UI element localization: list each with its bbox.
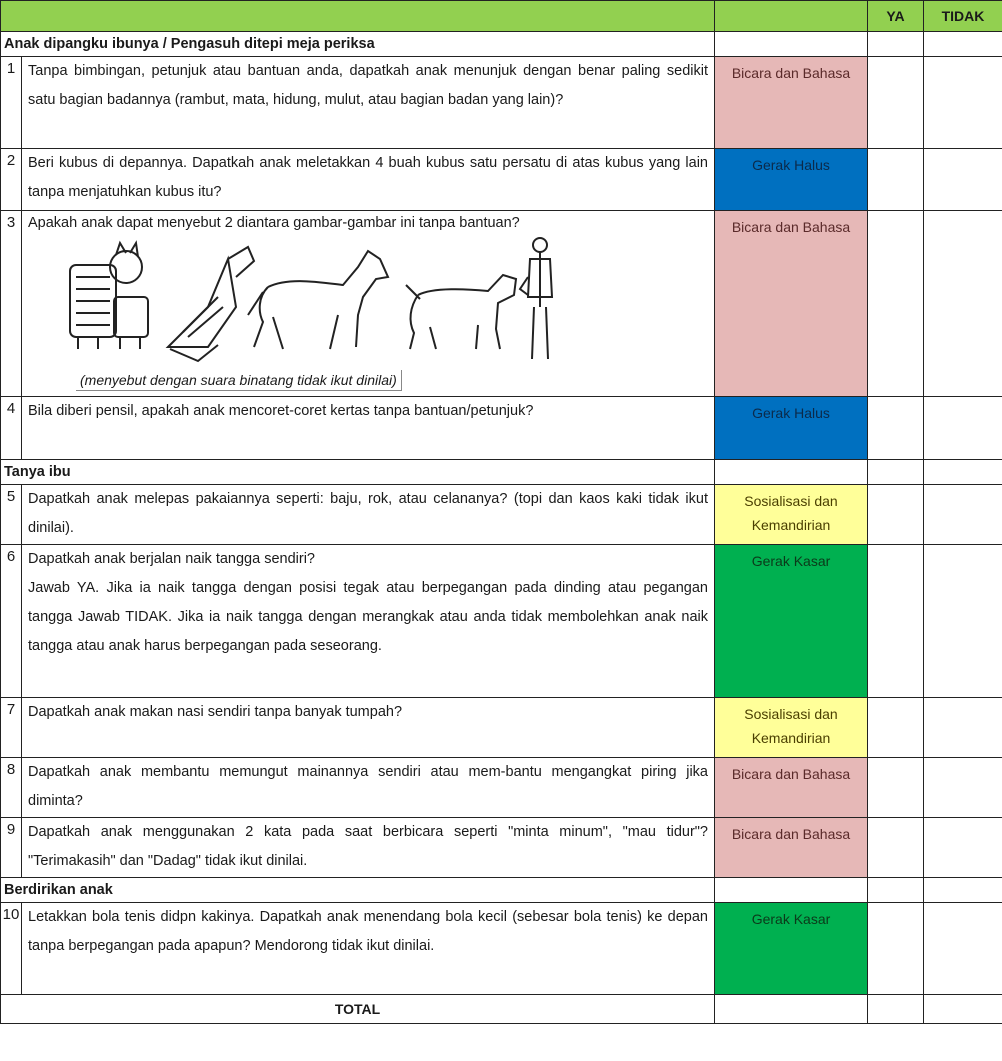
answer-tidak-cell[interactable] bbox=[924, 545, 1002, 698]
category-cell: Gerak Halus bbox=[715, 397, 868, 460]
bird-picture bbox=[168, 247, 254, 361]
answer-tidak-cell[interactable] bbox=[924, 903, 1002, 995]
question-number: 3 bbox=[1, 211, 22, 397]
answer-ya-cell[interactable] bbox=[868, 57, 924, 149]
question-text: Dapatkah anak menggunakan 2 kata pada saat berbicara seperti "minta minum", "mau tidur"? "Terimakasih" dan "Dadag" tidak ikut dinilai. bbox=[22, 818, 715, 878]
header-blank bbox=[1, 1, 715, 32]
header-category-blank bbox=[715, 1, 868, 32]
header-ya: YA bbox=[868, 1, 924, 32]
question-row bbox=[1, 485, 1002, 545]
question-text: Beri kubus di depannya. Dapatkah anak meletakkan 4 buah kubus satu persatu di atas kubus yang lain tanpa menjatuhkan kubus itu? bbox=[22, 149, 715, 211]
question-number: 1 bbox=[1, 57, 22, 149]
total-tidak-cell[interactable] bbox=[924, 995, 1002, 1024]
section-title: Anak dipangku ibunya / Pengasuh ditepi meja periksa bbox=[1, 32, 715, 57]
question-text: Tanpa bimbingan, petunjuk atau bantuan anda, dapatkah anak menunjuk dengan benar paling sedikit satu bagian badannya (rambut, mata, hidung, mulut, atau bagian badan yang lain)? bbox=[22, 57, 715, 149]
total-label: TOTAL bbox=[1, 995, 715, 1024]
answer-tidak-cell[interactable] bbox=[924, 149, 1002, 211]
section-row bbox=[1, 460, 1002, 485]
category-cell: Bicara dan Bahasa bbox=[715, 57, 868, 149]
category-cell: Sosialisasi dan Kemandirian bbox=[715, 485, 868, 545]
question-row bbox=[1, 818, 1002, 878]
answer-tidak-cell[interactable] bbox=[924, 57, 1002, 149]
question-text: Letakkan bola tenis didpn kakinya. Dapatkah anak menendang bola kecil (sebesar bola tenis) ke depan tanpa berpegangan pada apapun? Mendorong tidak ikut dinilai. bbox=[22, 903, 715, 995]
question-text: Apakah anak dapat menyebut 2 diantara gambar-gambar ini tanpa bantuan? (menyebut dengan suara binatang tidak ikut dinilai) bbox=[22, 211, 715, 397]
question-number: 5 bbox=[1, 485, 22, 545]
answer-tidak-cell[interactable] bbox=[924, 698, 1002, 758]
answer-ya-cell[interactable] bbox=[868, 211, 924, 397]
question-number: 6 bbox=[1, 545, 22, 698]
question-row bbox=[1, 903, 1002, 995]
question-number: 2 bbox=[1, 149, 22, 211]
answer-ya-cell[interactable] bbox=[868, 758, 924, 818]
answer-ya-cell[interactable] bbox=[868, 149, 924, 211]
section-title: Tanya ibu bbox=[1, 460, 715, 485]
answer-ya-cell[interactable] bbox=[868, 903, 924, 995]
question-number: 7 bbox=[1, 698, 22, 758]
answer-ya-cell[interactable] bbox=[868, 818, 924, 878]
answer-tidak-cell[interactable] bbox=[924, 485, 1002, 545]
question-text: Dapatkah anak berjalan naik tangga sendiri? Jawab YA. Jika ia naik tangga dengan posisi tegak atau berpegangan pada dinding atau pegangan tangga Jawab TIDAK. Jika ia naik tangga dengan merangkak atau anda tidak membolehkan anak naik tangga atau anak harus berpegangan pada seseorang. bbox=[22, 545, 715, 698]
dog-picture bbox=[406, 275, 516, 349]
question-text: Dapatkah anak makan nasi sendiri tanpa banyak tumpah? bbox=[22, 698, 715, 758]
section-title: Berdirikan anak bbox=[1, 878, 715, 903]
cat-picture bbox=[70, 243, 148, 349]
category-cell: Gerak Kasar bbox=[715, 903, 868, 995]
answer-tidak-cell[interactable] bbox=[924, 211, 1002, 397]
answer-ya-cell[interactable] bbox=[868, 698, 924, 758]
question-text: Dapatkah anak melepas pakaiannya seperti: baju, rok, atau celananya? (topi dan kaos kaki tidak ikut dinilai). bbox=[22, 485, 715, 545]
question-row bbox=[1, 211, 1002, 397]
question-row bbox=[1, 758, 1002, 818]
section-row bbox=[1, 878, 1002, 903]
question-number: 8 bbox=[1, 758, 22, 818]
question-row bbox=[1, 397, 1002, 460]
category-cell: Bicara dan Bahasa bbox=[715, 211, 868, 397]
pictures-illustration bbox=[58, 237, 558, 367]
answer-tidak-cell[interactable] bbox=[924, 397, 1002, 460]
header-row bbox=[1, 1, 1002, 32]
category-cell: Bicara dan Bahasa bbox=[715, 758, 868, 818]
answer-ya-cell[interactable] bbox=[868, 397, 924, 460]
horse-picture bbox=[248, 251, 388, 349]
question-number: 4 bbox=[1, 397, 22, 460]
answer-tidak-cell[interactable] bbox=[924, 818, 1002, 878]
answer-ya-cell[interactable] bbox=[868, 485, 924, 545]
question-row bbox=[1, 57, 1002, 149]
picture-note: (menyebut dengan suara binatang tidak ikut dinilai) bbox=[76, 370, 402, 391]
question-row bbox=[1, 698, 1002, 758]
total-ya-cell[interactable] bbox=[868, 995, 924, 1024]
category-cell: Sosialisasi dan Kemandirian bbox=[715, 698, 868, 758]
section-row bbox=[1, 32, 1002, 57]
category-cell: Gerak Halus bbox=[715, 149, 868, 211]
total-row bbox=[1, 995, 1002, 1024]
answer-tidak-cell[interactable] bbox=[924, 758, 1002, 818]
question-number: 9 bbox=[1, 818, 22, 878]
category-cell: Gerak Kasar bbox=[715, 545, 868, 698]
question-row bbox=[1, 545, 1002, 698]
answer-ya-cell[interactable] bbox=[868, 545, 924, 698]
header-tidak: TIDAK bbox=[924, 1, 1002, 32]
question-row bbox=[1, 149, 1002, 211]
category-cell: Bicara dan Bahasa bbox=[715, 818, 868, 878]
question-text: Dapatkah anak membantu memungut mainannya sendiri atau mem-bantu mengangkat piring jika diminta? bbox=[22, 758, 715, 818]
question-number: 10 bbox=[1, 903, 22, 995]
person-picture bbox=[520, 238, 552, 359]
question-text: Bila diberi pensil, apakah anak mencoret-coret kertas tanpa bantuan/petunjuk? bbox=[22, 397, 715, 460]
